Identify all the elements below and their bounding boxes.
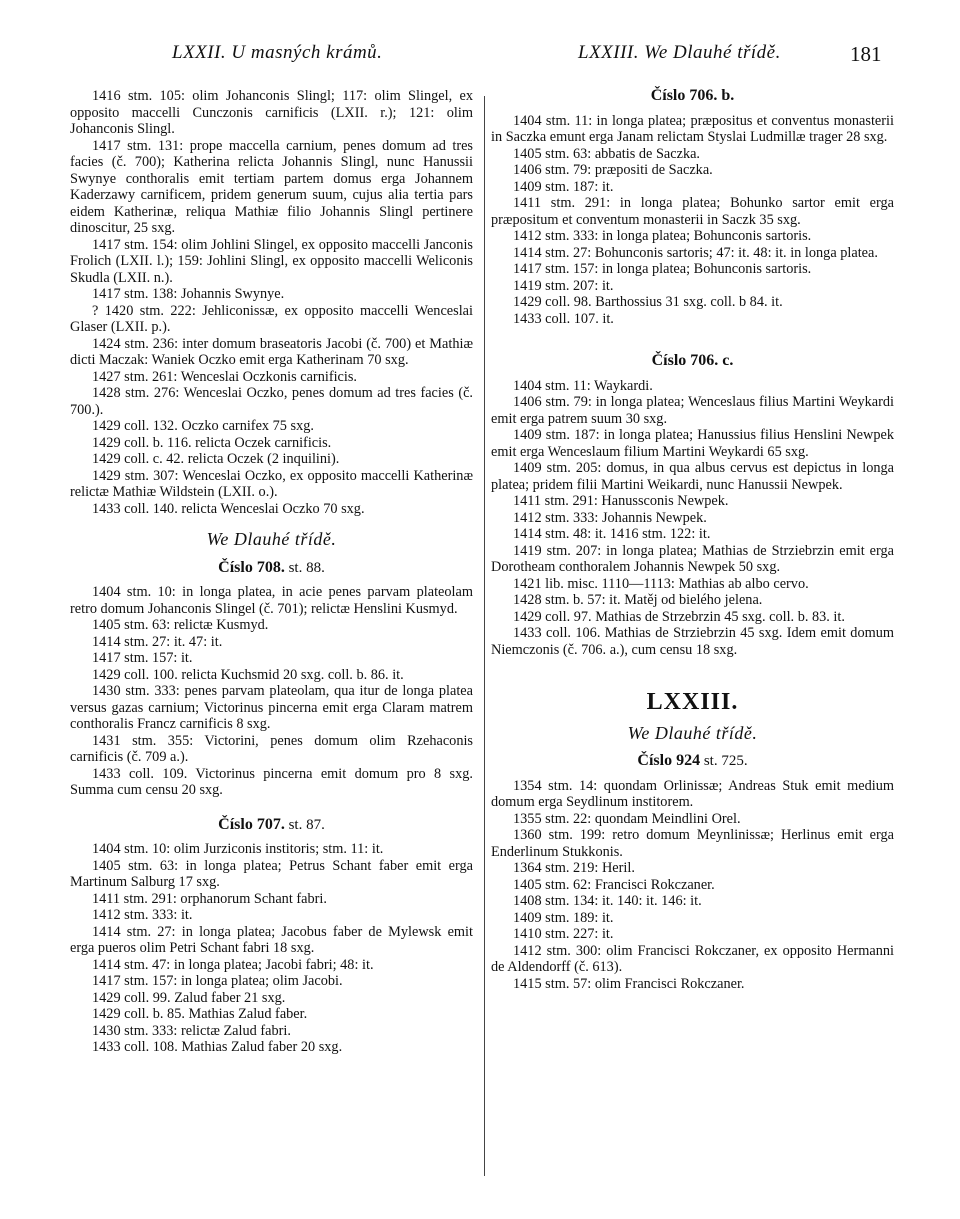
entry: 1419 stm. 207: in longa platea; Mathias de Strziebrzin emit erga Dorotheam conthoralem Johannis Newpek 50 sxg. (491, 542, 894, 575)
entry: 1404 stm. 11: in longa platea; præpositus et conventus monasterii in Saczka emunt erga Janam relictam Styslai Ludmillæ trager 28 sxg. (491, 112, 894, 145)
entry: 1414 stm. 27: it. 47: it. (92, 633, 223, 650)
entry: 1429 coll. c. 42. relicta Oczek (2 inquilini). (92, 451, 340, 467)
entry: 1404 stm. 10: in longa platea, in acie penes parvam plateolam retro domum Johanconis Slingel (č. 701); relictæ Henslini Kusmyd. (70, 584, 473, 617)
column-divider (484, 96, 485, 1176)
entry: 1417 stm. 157: it. (92, 650, 193, 666)
left-running-title: LXXII. U masných krámů. (172, 42, 383, 63)
entry: 1417 stm. 157: in longa platea; Bohunconis sartoris. (513, 261, 812, 277)
left-column (70, 88, 473, 1056)
entry: 1415 stm. 57: olim Francisci Rokczaner. (513, 975, 745, 992)
entry: 1409 stm. 187: in longa platea; Hanussius filius Henslini Newpek emit erga Wenceslaum filium Martini Weykardi 65 sxg. (491, 427, 894, 460)
house-heading-706b (491, 88, 894, 105)
entry: 1414 stm. 47: in longa platea; Jacobi fabri; 48: it. (92, 956, 374, 973)
entry: 1417 stm. 154: olim Johlini Slingel, ex opposito maccelli Janconis Frolich (LXII. l.); 159: Johlini Slingl, ex opposito maccelli Weliconis Skudla (LXII. n.). (70, 236, 473, 286)
entry: 1409 stm. 205: domus, in qua albus cervus est depictus in longa platea; pridem filii Martini Weikardi, nunc Hanussii Newpek. (491, 460, 894, 493)
entry: 1354 stm. 14: quondam Orlinissæ; Andreas Stuk emit medium domum erga Seydlinum institorem. (491, 777, 894, 810)
running-header (0, 38, 960, 70)
entry: 1428 stm. 276: Wenceslai Oczko, penes domum ad tres facies (č. 700.). (70, 385, 473, 418)
right-column (491, 88, 894, 992)
entry: 1429 coll. b. 85. Mathias Zalud faber. (92, 1006, 308, 1022)
entry: 1429 coll. 97. Mathias de Strzebrzin 45 sxg. coll. b. 83. it. (513, 608, 845, 625)
house-heading-706c (491, 353, 894, 370)
entry: 1433 coll. 108. Mathias Zalud faber 20 sxg. (92, 1039, 343, 1055)
entry: 1419 stm. 207: it. (513, 277, 614, 294)
entry: 1429 coll. 99. Zalud faber 21 sxg. (92, 989, 286, 1006)
entry: 1429 coll. 98. Barthossius 31 sxg. coll. b 84. it. (513, 294, 783, 310)
entry: 1429 coll. 100. relicta Kuchsmid 20 sxg. coll. b. 86. it. (92, 666, 404, 683)
entry: 1421 lib. misc. 1110—1113: Mathias ab albo cervo. (513, 575, 809, 592)
entry: 1409 stm. 187: it. (513, 178, 614, 195)
entry: 1405 stm. 63: relictæ Kusmyd. (92, 617, 269, 633)
entry: 1360 stm. 199: retro domum Meynlinissæ; Herlinus emit erga Enderlinum Stukkonis. (491, 827, 894, 860)
entry: 1406 stm. 79: præpositi de Saczka. (513, 162, 713, 178)
house-number: Číslo 706. b. (650, 87, 735, 104)
entry: 1408 stm. 134: it. 140: it. 146: it. (513, 893, 702, 909)
entry: 1429 coll. b. 116. relicta Oczek carnificis. (92, 434, 332, 451)
entry: 1412 stm. 333: it. (92, 907, 193, 923)
entry: ? 1420 stm. 222: Jehliconissæ, ex opposito maccelli Wenceslai Glaser (LXII. p.). (70, 302, 473, 335)
entry: 1406 stm. 79: in longa platea; Wenceslaus filius Martini Weykardi emit erga patrem suum 30 sxg. (491, 394, 894, 427)
entry: 1411 stm. 291: in longa platea; Bohunko sartor emit erga præpositum et conventum monasterii in Saczk 35 sxg. (491, 195, 894, 228)
entry: 1411 stm. 291: Hanussconis Newpek. (513, 493, 729, 509)
house-st: st. 87. (288, 816, 325, 833)
entry: 1405 stm. 63: abbatis de Saczka. (513, 145, 701, 162)
entry: 1428 stm. b. 57: it. Matěj od bielého jelena. (513, 592, 763, 608)
chapter-heading: LXXIII. (646, 689, 739, 715)
entry: 1405 stm. 63: in longa platea; Petrus Schant faber emit erga Martinum Salburg 17 sxg. (70, 857, 473, 890)
entry: 1410 stm. 227: it. (513, 926, 614, 942)
entry: 1364 stm. 219: Heril. (513, 860, 635, 876)
entry: 1416 stm. 105: olim Johanconis Slingl; 117: olim Slingel, ex opposito maccelli Cunczonis carnificis (LXII. r.); 121: olim Johanconis Slingl. (70, 88, 473, 137)
entry: 1412 stm. 333: Johannis Newpek. (513, 509, 707, 526)
house-st: st. 725. (703, 753, 748, 769)
entry: 1412 stm. 333: in longa platea; Bohunconis sartoris. (513, 228, 812, 244)
entry: 1429 coll. 132. Oczko carnifex 75 sxg. (92, 418, 314, 434)
entry: 1433 coll. 106. Mathias de Strziebrzin 45 sxg. Idem emit domum Niemczonis (č. 706. a.), cum censu 18 sxg. (491, 625, 894, 658)
house-heading-708 (70, 560, 473, 577)
entry: 1414 stm. 27: Bohunconis sartoris; 47: it. 48: it. in longa platea. (513, 244, 878, 261)
house-number: Číslo 924 (637, 752, 701, 769)
entry: 1404 stm. 10: olim Jurziconis institoris; stm. 11: it. (92, 841, 384, 857)
entry: 1405 stm. 62: Francisci Rokczaner. (513, 876, 715, 893)
house-number: Číslo 707. (218, 815, 285, 833)
entry: 1424 stm. 236: inter domum braseatoris Jacobi (č. 700) et Mathiæ dicti Maczak: Waniek Oczko emit erga Katherinam 70 sxg. (70, 335, 473, 368)
entry: 1430 stm. 333: relictæ Zalud fabri. (92, 1022, 291, 1039)
entry: 1417 stm. 138: Johannis Swynye. (92, 286, 285, 302)
entry: 1409 stm. 189: it. (513, 909, 614, 926)
entry: 1433 coll. 107. it. (513, 310, 614, 327)
entry: 1404 stm. 11: Waykardi. (513, 377, 653, 394)
right-running-title: LXXIII. We Dlauhé třídě. (578, 42, 781, 63)
section-heading: We Dlauhé třídě. (206, 529, 337, 549)
house-number: Číslo 706. c. (651, 352, 734, 369)
entry: 1414 stm. 27: in longa platea; Jacobus faber de Mylewsk emit erga pueros olim Petri Schant fabri 18 sxg. (70, 923, 473, 956)
house-st: st. 88. (288, 559, 325, 576)
entry: 1411 stm. 291: orphanorum Schant fabri. (92, 890, 327, 907)
entry: 1429 stm. 307: Wenceslai Oczko, ex opposito maccelli Katherinæ relictæ Mathiæ Wildstein (LXII. o.). (70, 467, 473, 500)
entry: 1433 coll. 109. Victorinus pincerna emit domum pro 8 sxg. Summa cum censu 20 sxg. (70, 765, 473, 798)
entry: 1417 stm. 157: in longa platea; olim Jacobi. (92, 973, 343, 989)
entry: 1417 stm. 131: prope maccella carnium, penes domum ad tres facies (č. 700); Katherina relicta Johannis Slingl, nunc Hanussii Swynye conthoralis emit tertiam partem domus erga Johannem Kaderzawy carnificem, pridem generum suum, cujus alia tertia pars eidem Katherinæ, reliqua Mathiæ filio Johannis Slingl pertinere dinoscitur, 25 sxg. (70, 137, 473, 236)
entry: 1431 stm. 355: Victorini, penes domum olim Rzehaconis carnificis (č. 709 a.). (70, 732, 473, 765)
section-heading: We Dlauhé třídě. (627, 722, 758, 743)
entry: 1430 stm. 333: penes parvam plateolam, qua itur de longa platea versus gazas carnium; Victorinus pincerna emit erga Claram matrem conthoralis Francz carnificis 8 sxg. (70, 683, 473, 732)
house-number: Číslo 708. (218, 558, 285, 576)
entry: 1427 stm. 261: Wenceslai Oczkonis carnificis. (92, 368, 358, 385)
house-heading-707 (70, 817, 473, 834)
house-heading-924 (491, 753, 894, 770)
entry: 1414 stm. 48: it. 1416 stm. 122: it. (513, 526, 711, 542)
entry: 1412 stm. 300: olim Francisci Rokczaner, ex opposito Hermanni de Aldendorff (č. 613). (491, 942, 894, 975)
entry: 1433 coll. 140. relicta Wenceslai Oczko 70 sxg. (92, 500, 365, 517)
page-number: 181 (850, 42, 882, 66)
entry: 1355 stm. 22: quondam Meindlini Orel. (513, 810, 741, 827)
